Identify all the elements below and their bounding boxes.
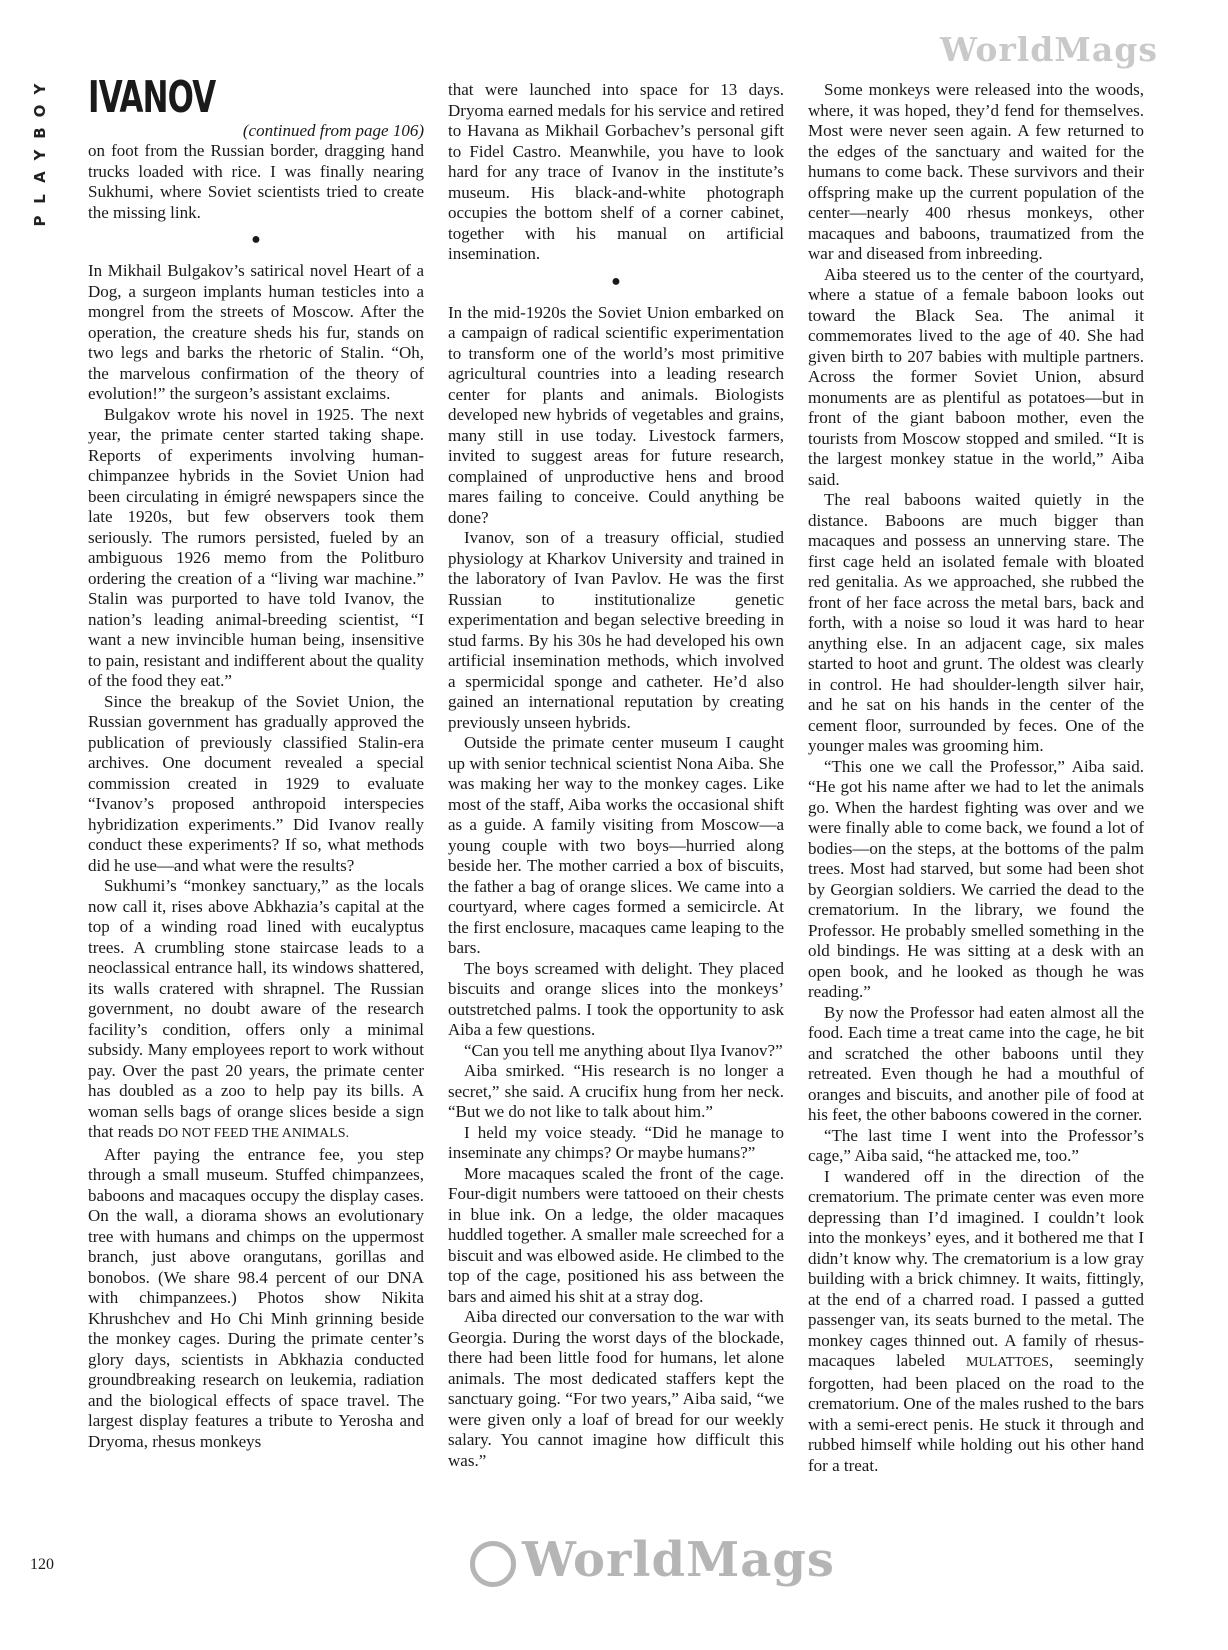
magazine-label-letter: L <box>31 194 49 204</box>
paragraph-text: , seemingly forgotten, had been placed on the road to the crematorium. One of the males rushed to the bars with a semi-erect penis. He stuck it through and rubbed himself while holding out his other hand for a treat. <box>808 1351 1144 1475</box>
paragraph-text: Sukhumi’s “monkey sanctuary,” as the locals now call it, rises above Abkhazia’s capital at the top of a winding road lined with eucalyptus trees. A crumbling stone staircase leads to a neoclassical entrance hall, its windows shattered, its walls cratered with shrapnel. The Russian government, no doubt aware of the research facility’s condition, offers only a minimal subsidy. Many employees report to work without pay. Over the past 20 years, the primate center has doubled as a zoo to help pay its bills. A woman sells bags of orange slices beside a sign that reads <box>88 876 424 1141</box>
magazine-label <box>30 78 50 232</box>
magazine-label-letter: A <box>31 171 49 183</box>
section-bullet: ● <box>611 272 621 290</box>
paragraph: I held my voice steady. “Did he manage to inseminate any chimps? Or maybe humans?” <box>448 1122 784 1162</box>
paragraph: In Mikhail Bulgakov’s satirical novel Heart of a Dog, a surgeon implants human testicles into a mongrel from the streets of Moscow. After the operation, the creature sheds his fur, stands on two legs and barks the rhetoric of Stalin. “Oh, the marvelous confirmation of the theory of evolution!” the surgeon’s assistant exclaims. <box>88 261 424 403</box>
label-text: MULATTOES <box>965 1355 1049 1370</box>
magazine-label-letter: Y <box>31 149 49 161</box>
paragraph-text: I wandered off in the direction of the crematorium. The primate center was even more depressing than I’d imagined. I couldn’t look into the monkeys’ eyes, and it bothered me that I didn’t know why. The crematorium is a low gray building with a brick chimney. It waits, fittingly, at the end of a charred road. I passed a gutted passenger van, its seats burned to the metal. The monkey cages thinned out. A family of rhesus-macaques labeled <box>808 1166 1144 1370</box>
paragraph <box>88 876 424 1145</box>
magazine-label-letter: B <box>31 127 49 139</box>
section-bullet: ● <box>251 231 261 248</box>
paragraph: Ivanov, son of a treasury official, studied physiology at Kharkov University and trained in the laboratory of Ivan Pavlov. He was the first Russian to institutionalize genetic experimentation and began selective breeding in stud farms. By his 30s he had developed his own artificial insemination methods, which involved a spermicidal sponge and catheter. He’d also gained an international reputation by creating previously unseen hybrids. <box>448 528 784 732</box>
paragraph <box>808 1167 1144 1477</box>
paragraph: “Can you tell me anything about Ilya Ivanov?” <box>464 1040 783 1060</box>
watermark-bottom-text: WorldMags <box>522 1532 835 1588</box>
watermark-bottom <box>470 1532 835 1588</box>
paragraph: that were launched into space for 13 days. Dryoma earned medals for his service and retired to Havana as Mikhail Gorbachev’s personal gift to Fidel Castro. Meanwhile, you have to look hard for any trace of Ivanov in the institute’s museum. His black-and-white photograph occupies the bottom shelf of a corner cabinet, together with his manual on artificial insemination. <box>448 80 784 263</box>
paragraph: More macaques scaled the front of the cage. Four-digit numbers were tattooed on their chests in blue ink. On a ledge, the older macaques huddled together. A smaller male screeched for a biscuit and was elbowed aside. He climbed to the top of the cage, positioned his ass between the bars and aimed his shit at a stray dog. <box>448 1163 784 1306</box>
paragraph: Aiba smirked. “His research is no longer a secret,” she said. A crucifix hung from her neck. “But we do not like to talk about him.” <box>448 1061 784 1121</box>
paragraph: In the mid-1920s the Soviet Union embarked on a campaign of radical scientific experimentation to transform one of the world’s most primitive agricultural countries into a leading research center for plants and animals. Biologists developed new hybrids of vegetables and grains, many still in use today. Livestock farmers, invited to suggest areas for future research, complained of unproductive hens and brood mares failing to conceive. Could anything be done? <box>448 302 784 527</box>
paragraph: By now the Professor had eaten almost all the food. Each time a treat came into the cage, he bit and scratched the other baboons until they retreated. Even though he had a mouthful of oranges and biscuits, and another pile of food at his feet, the other baboons cowered in the corner. <box>808 1002 1144 1124</box>
magazine-label-letter: O <box>31 104 49 118</box>
paragraph: Aiba directed our conversation to the war with Georgia. During the worst days of the blockade, there had been little food for humans, let alone animals. The most dedicated staffers kept the sanctuary going. “For two years,” Aiba said, “we were given only a loaf of bread for our weekly salary. You cannot imagine how difficult this was.” <box>448 1307 784 1470</box>
sign-text: DO NOT FEED THE ANIMALS. <box>157 1126 350 1141</box>
paragraph: Outside the primate center museum I caught up with senior technical scientist Nona Aiba. She was making her way to the monkey cages. Like most of the staff, Aiba works the occasional shift as a guide. A family visiting from Moscow—a young couple with two boys—hurried along beside her. The mother carried a box of biscuits, the father a bag of orange slices. We came into a courtyard, where cages formed a semicircle. At the first enclosure, macaques came leaping to the bars. <box>448 733 784 957</box>
globe-icon <box>470 1541 516 1587</box>
paragraph: After paying the entrance fee, you step through a small museum. Stuffed chimpanzees, baboons and macaques occupy the display cases. On the wall, a diorama shows an evolutionary tree with humans and chimps on the uppermost branch, just above orangutans, gorillas and bonobos. (We share 98.4 percent of our DNA with chimpanzees.) Photos show Nikita Khrushchev and Ho Chi Minh grinning beside the monkey cages. During the primate center’s glory days, scientists in Abkhazia conducted groundbreaking research on leukemia, radiation and the biological effects of space travel. The largest display features a tribute to Yerosha and Dryoma, rhesus monkeys <box>88 1144 424 1451</box>
continued-note: (continued from page 106) <box>242 121 424 140</box>
paragraph: on foot from the Russian border, dragging hand trucks loaded with rice. I was finally nearing Sukhumi, where Soviet scientists tried to create the missing link. <box>88 141 424 222</box>
magazine-label-letter: Y <box>31 83 49 95</box>
paragraph: The boys screamed with delight. They placed biscuits and orange slices into the monkeys’ outstretched palms. I took the opportunity to ask Aiba a few questions. <box>448 958 784 1039</box>
page-number: 120 <box>30 1556 54 1573</box>
paragraph: “The last time I went into the Professor’s cage,” Aiba said, “he attacked me, too.” <box>808 1125 1144 1165</box>
article-column-2 <box>448 80 784 1471</box>
paragraph: Aiba steered us to the center of the courtyard, where a statue of a female baboon looks out toward the Black Sea. The animal it commemorates lived to the age of 40. She had given birth to 207 babies with multiple partners. Across the former Soviet Union, absurd monuments are as plentiful as potatoes—but in front of the giant baboon mother, even the tourists from Moscow stopped and smiled. “It is the largest monkey statue in the world,” Aiba said. <box>808 264 1144 489</box>
paragraph: Bulgakov wrote his novel in 1925. The next year, the primate center started taking shape. Reports of experiments involving human-chimpanzee hybrids in the Soviet Union had been circulating in émigré newspapers since the late 1920s, but few observers took them seriously. The rumors persisted, fueled by an ambiguous 1926 memo from the Politburo ordering the creation of a “living war machine.” Stalin was purported to have told Ivanov, the nation’s leading animal-breeding scientist, “I want a new invincible human being, insensitive to pain, resistant and indifferent about the quality of the food they eat.” <box>88 404 424 690</box>
article-column-3 <box>808 80 1144 1476</box>
paragraph: Since the breakup of the Soviet Union, the Russian government has gradually approved the publication of previously classified Stalin-era archives. One document revealed a special commission created in 1929 to evaluate “Ivanov’s proposed anthropoid interspecies hybridization experiments.” Did Ivanov really conduct these experiments? If so, what methods did he use—and what were the results? <box>88 691 424 875</box>
watermark-top: WorldMags <box>940 30 1158 69</box>
article-column-1 <box>88 141 424 1452</box>
paragraph: “This one we call the Professor,” Aiba said. “He got his name after we had to let the animals go. When the hardest fighting was over and we were finally able to come back, we found a lot of bodies—on the steps, at the bottoms of the palm trees. Most had starved, but some had been shot by Georgian soldiers. We carried the dead to the crematorium. In the library, we found the Professor. He probably smelled something in the old bindings. He was sitting at a desk with an open book, and he looked as though he was reading.” <box>808 756 1144 1001</box>
magazine-label-letter: P <box>31 215 49 227</box>
paragraph: Some monkeys were released into the woods, where, it was hoped, they’d fend for themselves. Most were never seen again. A few returned to the edges of the sanctuary and waited for the humans to come back. These survivors and their offspring make up the current population of the center—nearly 400 rhesus monkeys, other macaques and baboons, traumatized from the war and diseased from inbreeding. <box>808 80 1144 263</box>
article-title: IVANOV <box>88 72 216 123</box>
paragraph: The real baboons waited quietly in the distance. Baboons are much bigger than macaques and possess an unnerving stare. The first cage held an isolated female with bloated red genitalia. As we approached, she rubbed the front of her face across the metal bars, back and forth, with a noise so loud it was hard to hear anything else. In an adjacent cage, six males started to hoot and grunt. The oldest was clearly in control. He had shoulder-length silver hair, and he sat on his hands in the center of the cement floor, surrounded by feces. One of the younger males was grooming him. <box>808 490 1144 755</box>
